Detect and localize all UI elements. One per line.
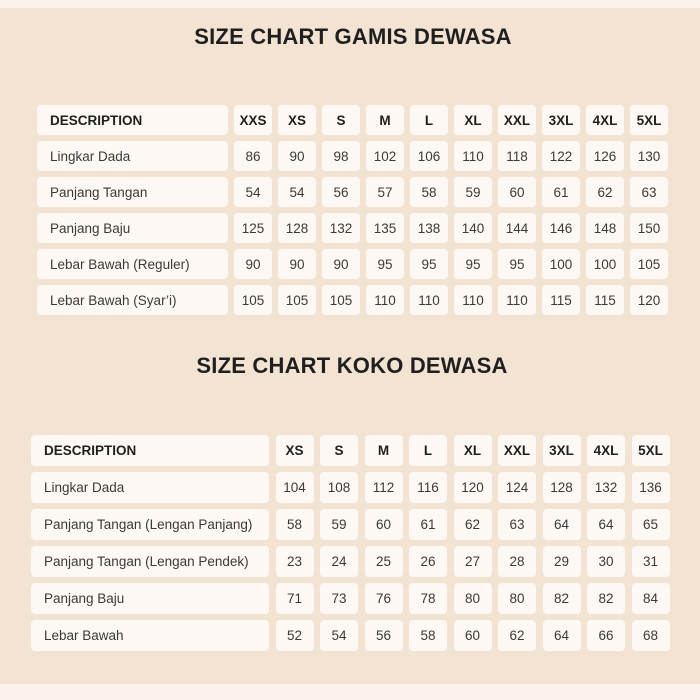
row-label-cell: Lingkar Dada [31,472,269,503]
size-header-4xl: 4XL [587,435,625,466]
table-row [37,285,668,315]
value-cell: 24 [320,546,358,577]
value-cell: 90 [278,141,316,171]
value-cell: 128 [278,213,316,243]
value-cell: 120 [630,285,668,315]
value-cell: 132 [322,213,360,243]
table-row [37,249,668,279]
value-cell: 98 [322,141,360,171]
size-header-3xl: 3XL [542,105,580,135]
value-cell: 71 [276,583,314,614]
value-cell: 30 [587,546,625,577]
value-cell: 27 [454,546,492,577]
value-cell: 62 [454,509,492,540]
value-cell: 54 [278,177,316,207]
value-cell: 122 [542,141,580,171]
value-cell: 82 [543,583,581,614]
table-header-row [37,105,668,135]
value-cell: 64 [587,509,625,540]
size-header-xs: XS [276,435,314,466]
value-cell: 110 [410,285,448,315]
value-cell: 136 [632,472,670,503]
value-cell: 110 [454,141,492,171]
value-cell: 124 [498,472,536,503]
row-label-cell: Lingkar Dada [37,141,228,171]
value-cell: 76 [365,583,403,614]
row-label-cell: Panjang Tangan (Lengan Panjang) [31,509,269,540]
value-cell: 63 [498,509,536,540]
value-cell: 73 [320,583,358,614]
value-cell: 95 [454,249,492,279]
size-header-l: L [409,435,447,466]
value-cell: 90 [322,249,360,279]
value-cell: 64 [543,620,581,651]
table-row [37,177,668,207]
size-header-xxs: XXS [234,105,272,135]
row-label-cell: Panjang Baju [31,583,269,614]
value-cell: 63 [630,177,668,207]
gamis-size-table [37,105,668,321]
size-header-xs: XS [278,105,316,135]
value-cell: 100 [542,249,580,279]
size-header-xxl: XXL [498,435,536,466]
table-row [31,583,670,614]
value-cell: 57 [366,177,404,207]
value-cell: 144 [498,213,536,243]
value-cell: 68 [632,620,670,651]
value-cell: 28 [498,546,536,577]
value-cell: 61 [409,509,447,540]
gamis-chart-title: SIZE CHART GAMIS DEWASA [194,24,512,49]
value-cell: 115 [542,285,580,315]
size-header-4xl: 4XL [586,105,624,135]
value-cell: 140 [454,213,492,243]
size-header-xl: XL [454,435,492,466]
value-cell: 148 [586,213,624,243]
value-cell: 105 [234,285,272,315]
size-header-xxl: XXL [498,105,536,135]
value-cell: 108 [320,472,358,503]
size-header-5xl: 5XL [632,435,670,466]
value-cell: 115 [586,285,624,315]
value-cell: 102 [366,141,404,171]
value-cell: 110 [366,285,404,315]
value-cell: 54 [234,177,272,207]
value-cell: 130 [630,141,668,171]
value-cell: 132 [587,472,625,503]
value-cell: 23 [276,546,314,577]
table-row [37,213,668,243]
value-cell: 100 [586,249,624,279]
value-cell: 59 [454,177,492,207]
row-label-cell: Panjang Tangan [37,177,228,207]
value-cell: 106 [410,141,448,171]
table-row [31,472,670,503]
size-header-xl: XL [454,105,492,135]
value-cell: 120 [454,472,492,503]
value-cell: 138 [410,213,448,243]
value-cell: 128 [543,472,581,503]
size-header-l: L [410,105,448,135]
value-cell: 105 [278,285,316,315]
size-header-3xl: 3XL [543,435,581,466]
description-header-cell: DESCRIPTION [31,435,269,466]
table-row [31,509,670,540]
size-header-s: S [320,435,358,466]
value-cell: 118 [498,141,536,171]
value-cell: 110 [498,285,536,315]
value-cell: 80 [454,583,492,614]
value-cell: 95 [410,249,448,279]
value-cell: 65 [632,509,670,540]
value-cell: 135 [366,213,404,243]
value-cell: 60 [365,509,403,540]
value-cell: 56 [365,620,403,651]
size-header-s: S [322,105,360,135]
size-header-m: M [365,435,403,466]
value-cell: 26 [409,546,447,577]
value-cell: 52 [276,620,314,651]
value-cell: 146 [542,213,580,243]
value-cell: 62 [586,177,624,207]
value-cell: 62 [498,620,536,651]
row-label-cell: Lebar Bawah (Reguler) [37,249,228,279]
value-cell: 60 [498,177,536,207]
top-border-strip [0,0,700,8]
value-cell: 150 [630,213,668,243]
row-label-cell: Panjang Baju [37,213,228,243]
value-cell: 78 [409,583,447,614]
koko-size-table [31,435,670,657]
value-cell: 61 [542,177,580,207]
value-cell: 116 [409,472,447,503]
value-cell: 25 [365,546,403,577]
table-row [31,546,670,577]
value-cell: 90 [234,249,272,279]
value-cell: 31 [632,546,670,577]
table-row [37,141,668,171]
value-cell: 95 [498,249,536,279]
value-cell: 110 [454,285,492,315]
size-header-m: M [366,105,404,135]
value-cell: 54 [320,620,358,651]
value-cell: 60 [454,620,492,651]
value-cell: 105 [630,249,668,279]
value-cell: 105 [322,285,360,315]
bottom-border-strip [0,684,700,700]
value-cell: 58 [276,509,314,540]
value-cell: 82 [587,583,625,614]
row-label-cell: Lebar Bawah (Syar’i) [37,285,228,315]
value-cell: 59 [320,509,358,540]
description-header-cell: DESCRIPTION [37,105,228,135]
value-cell: 80 [498,583,536,614]
value-cell: 66 [587,620,625,651]
value-cell: 58 [410,177,448,207]
value-cell: 56 [322,177,360,207]
value-cell: 58 [409,620,447,651]
size-header-5xl: 5XL [630,105,668,135]
value-cell: 29 [543,546,581,577]
table-header-row [31,435,670,466]
koko-chart-title: SIZE CHART KOKO DEWASA [196,353,508,378]
value-cell: 125 [234,213,272,243]
value-cell: 95 [366,249,404,279]
value-cell: 84 [632,583,670,614]
value-cell: 86 [234,141,272,171]
value-cell: 112 [365,472,403,503]
row-label-cell: Panjang Tangan (Lengan Pendek) [31,546,269,577]
row-label-cell: Lebar Bawah [31,620,269,651]
value-cell: 90 [278,249,316,279]
value-cell: 64 [543,509,581,540]
value-cell: 104 [276,472,314,503]
table-row [31,620,670,651]
value-cell: 126 [586,141,624,171]
